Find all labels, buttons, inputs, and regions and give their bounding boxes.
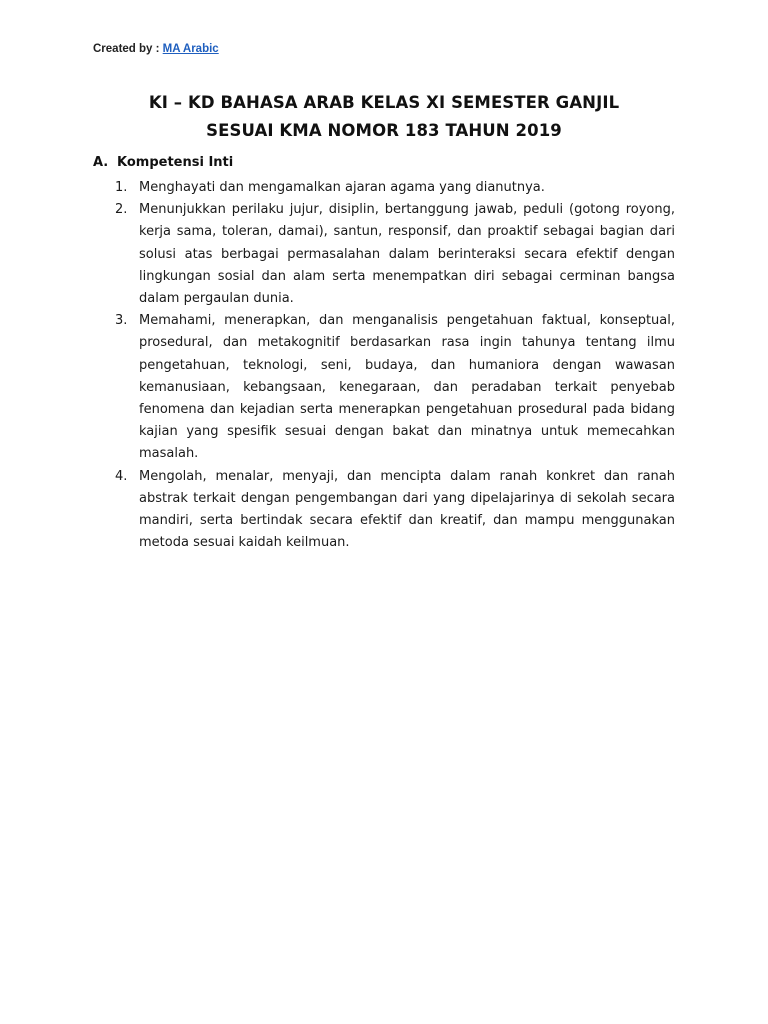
list-item-number: 2. [115, 202, 128, 218]
list-item-number: 3. [115, 313, 128, 329]
section-a-heading [93, 155, 233, 170]
ma-arabic-link[interactable]: MA Arabic [162, 43, 219, 55]
section-a-title: Kompetensi Inti [117, 155, 234, 170]
list-item [115, 199, 675, 310]
section-a-letter: A. [93, 155, 109, 170]
document-title-line-2: SESUAI KMA NOMOR 183 TAHUN 2019 [206, 121, 562, 140]
created-by-line [93, 43, 219, 55]
kompetensi-inti-list [115, 177, 675, 554]
list-item-number: 1. [115, 180, 128, 195]
list-item [115, 466, 675, 555]
list-item-text: Mengolah, menalar, menyaji, dan mencipta dalam ranah konkret dan ranah abstrak terkait dengan pengembangan dari yang dipelajarinya di sekolah secara mandiri, serta bertindak secara efektif dan kreatif, dan mampu menggunakan metoda sesuai kaidah keilmuan. [139, 468, 675, 551]
list-item [115, 177, 675, 199]
list-item [115, 310, 675, 465]
document-title-line-1: KI – KD BAHASA ARAB KELAS XI SEMESTER GANJIL [148, 93, 620, 112]
created-by-label: Created by : [93, 43, 163, 55]
list-item-text: Menunjukkan perilaku jujur, disiplin, bertanggung jawab, peduli (gotong royong, kerja sama, toleran, damai), santun, responsif, dan proaktif sebagai bagian dari solusi atas berbagai permasalahan dalam berinteraksi secara efektif dengan lingkungan sosial dan alam serta menempatkan diri sebagai cerminan bangsa dalam pergaulan dunia. [139, 202, 675, 307]
list-item-number: 4. [115, 468, 128, 484]
list-item-text: Menghayati dan mengamalkan ajaran agama yang dianutnya. [139, 180, 545, 195]
list-item-text: Memahami, menerapkan, dan menganalisis pengetahuan faktual, konseptual, prosedural, dan metakognitif berdasarkan rasa ingin tahunya tentang ilmu pengetahuan, teknologi, seni, budaya, dan humaniora dengan wawasan kemanusiaan, kebangsaan, kenegaraan, dan peradaban terkait penyebab fenomena dan kejadian serta menerapkan pengetahuan prosedural pada bidang kajian yang spesifik sesuai dengan bakat dan minatnya untuk memecahkan masalah. [139, 313, 675, 462]
